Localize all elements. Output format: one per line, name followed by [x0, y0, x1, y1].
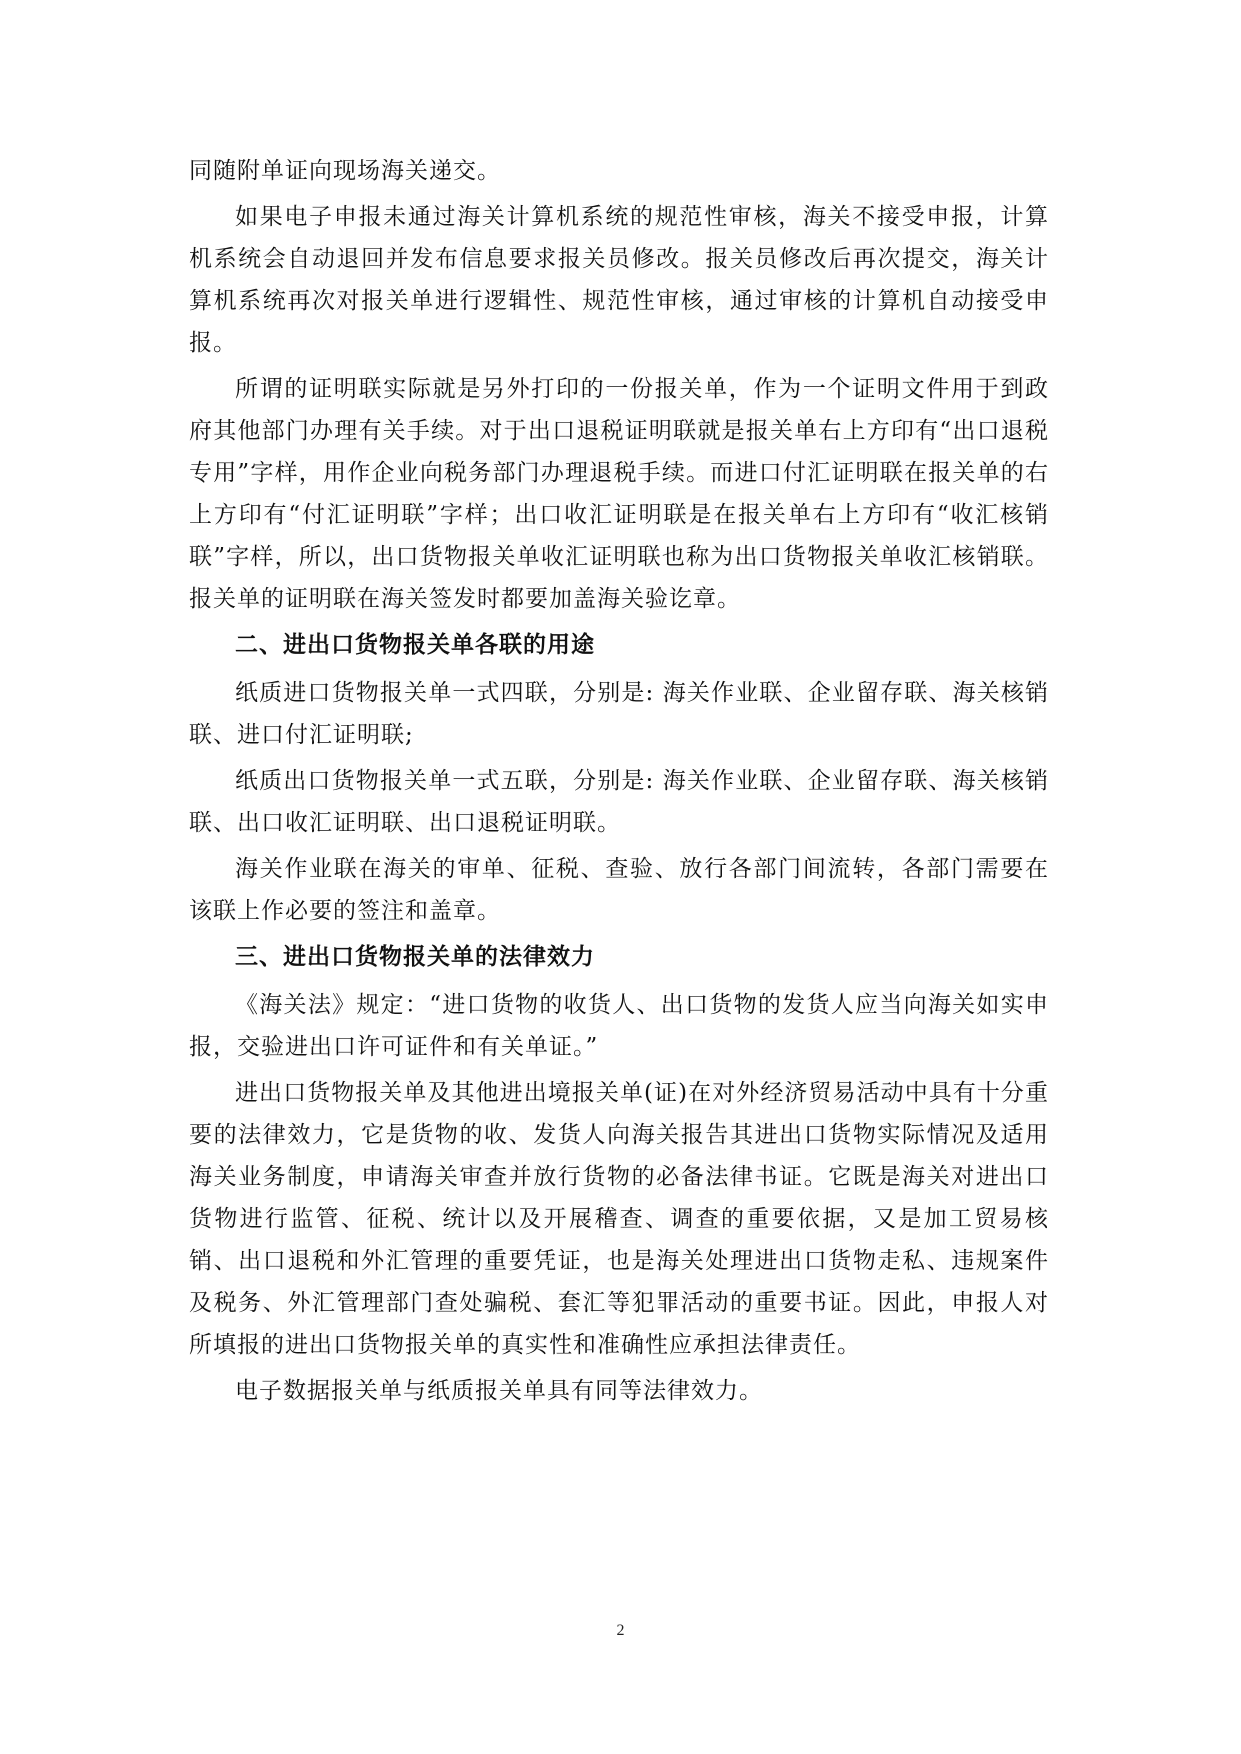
- body-paragraph: 海关作业联在海关的审单、征税、查验、放行各部门间流转，各部门需要在该联上作必要的签注和盖章。: [189, 856, 1049, 924]
- page-number: 2: [616, 1622, 625, 1639]
- document-body: [189, 150, 1049, 1416]
- body-paragraph: 纸质进口货物报关单一式四联，分别是: 海关作业联、企业留存联、海关核销联、进口付汇证明联;: [189, 680, 1049, 748]
- body-paragraph: 电子数据报关单与纸质报关单具有同等法律效力。: [235, 1378, 763, 1404]
- section-heading: 二、进出口货物报关单各联的用途: [235, 631, 595, 658]
- body-paragraph: 纸质出口货物报关单一式五联，分别是: 海关作业联、企业留存联、海关核销联、出口收汇证明联、出口退税证明联。: [189, 768, 1049, 836]
- body-paragraph: 如果电子申报未通过海关计算机系统的规范性审核，海关不接受申报，计算机系统会自动退回并发布信息要求报关员修改。报关员修改后再次提交，海关计算机系统再次对报关单进行逻辑性、规范性审核，通过审核的计算机自动接受申报。: [189, 204, 1049, 356]
- body-paragraph: 进出口货物报关单及其他进出境报关单(证)在对外经济贸易活动中具有十分重要的法律效力，它是货物的收、发货人向海关报告其进出口货物实际情况及适用海关业务制度，申请海关审查并放行货物的必备法律书证。它既是海关对进出口货物进行监管、征税、统计以及开展稽查、调查的重要依据，又是加工贸易核销、出口退税和外汇管理的重要凭证，也是海关处理进出口货物走私、违规案件及税务、外汇管理部门查处骗税、套汇等犯罪活动的重要书证。因此，申报人对所填报的进出口货物报关单的真实性和准确性应承担法律责任。: [189, 1080, 1049, 1358]
- body-paragraph: 《海关法》规定：“进口货物的收货人、出口货物的发货人应当向海关如实申报，交验进出口许可证件和有关单证。”: [189, 992, 1049, 1060]
- section-heading: 三、进出口货物报关单的法律效力: [235, 943, 595, 970]
- body-paragraph: 同随附单证向现场海关递交。: [189, 158, 501, 184]
- body-paragraph: 所谓的证明联实际就是另外打印的一份报关单，作为一个证明文件用于到政府其他部门办理有关手续。对于出口退税证明联就是报关单右上方印有“出口退税专用”字样，用作企业向税务部门办理退税手续。而进口付汇证明联在报关单的右上方印有“付汇证明联”字样；出口收汇证明联是在报关单右上方印有“收汇核销联”字样，所以，出口货物报关单收汇证明联也称为出口货物报关单收汇核销联。报关单的证明联在海关签发时都要加盖海关验讫章。: [189, 376, 1049, 612]
